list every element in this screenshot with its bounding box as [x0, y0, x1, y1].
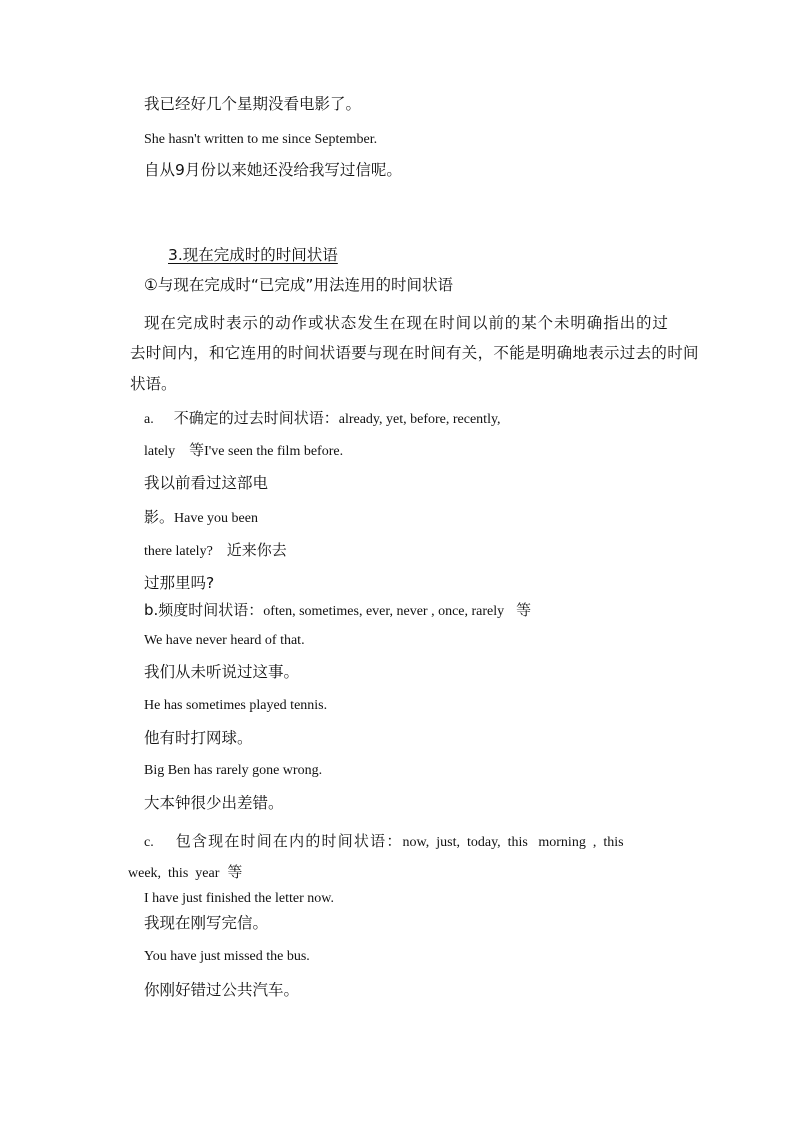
- translation-line: 你刚好错过公共汽车。: [144, 981, 300, 999]
- example-sentence: She hasn't written to me since September.: [144, 132, 378, 147]
- translation-line: 我已经好几个星期没看电影了。: [144, 95, 362, 113]
- item-label: 不确定的过去时间状语：: [173, 409, 339, 427]
- mixed-line: [144, 510, 258, 526]
- item-words: already, yet, before, recently,: [338, 412, 501, 427]
- translation-line: 我以前看过这部电: [144, 474, 269, 492]
- example-sentence: I've seen the film before.: [204, 444, 344, 459]
- item-suffix: 等: [516, 601, 532, 619]
- item-words: now, just, today, this morning , this: [402, 835, 624, 850]
- example-sentence: Have you been: [174, 511, 258, 526]
- example-sentence: I have just finished the letter now.: [144, 891, 334, 906]
- list-item-a: [144, 411, 501, 427]
- paragraph-line: 去时间内，和它连用的时间状语要与现在时间有关，不能是明确地表示过去的时间: [130, 344, 699, 362]
- item-label: 包含现在时间在内的时间状语：: [175, 832, 403, 850]
- translation-line: 我们从未听说过这事。: [144, 663, 300, 681]
- translation-line: 他有时打网球。: [144, 729, 253, 747]
- list-item-a-cont: [144, 443, 343, 459]
- subsection-title: ①与现在完成时“已完成”用法连用的时间状语: [144, 276, 453, 294]
- example-sentence: He has sometimes played tennis.: [144, 698, 328, 713]
- translation-fragment: 影。: [144, 508, 175, 526]
- example-sentence: there lately?: [144, 544, 213, 559]
- list-item-c-cont: [128, 865, 242, 881]
- item-word: lately: [144, 444, 176, 459]
- example-sentence: We have never heard of that.: [144, 633, 305, 648]
- list-item-b: [144, 603, 531, 619]
- list-item-c: [144, 834, 624, 850]
- list-marker: c.: [144, 835, 154, 850]
- translation-line: 我现在刚写完信。: [144, 914, 269, 932]
- paragraph-line: 状语。: [130, 375, 177, 393]
- item-label: b.频度时间状语：: [144, 601, 264, 619]
- translation-line: 过那里吗?: [144, 574, 215, 592]
- translation-line: 大本钟很少出差错。: [144, 794, 284, 812]
- example-sentence: You have just missed the bus.: [144, 949, 310, 964]
- section-heading: 3.现在完成时的时间状语: [168, 246, 338, 264]
- example-sentence: Big Ben has rarely gone wrong.: [144, 763, 323, 778]
- item-words: often, sometimes, ever, never , once, rarely: [263, 604, 505, 619]
- translation-line: 自从9月份以来她还没给我写过信呢。: [144, 161, 402, 179]
- item-suffix: 等: [189, 441, 205, 459]
- translation-fragment: 近来你去: [226, 541, 287, 559]
- paragraph-line: 现在完成时表示的动作或状态发生在现在时间以前的某个未明确指出的过: [144, 314, 669, 332]
- item-suffix: 等: [227, 863, 243, 881]
- mixed-line: [144, 543, 287, 559]
- list-marker: a.: [144, 412, 154, 427]
- item-words: week, this year: [128, 866, 220, 881]
